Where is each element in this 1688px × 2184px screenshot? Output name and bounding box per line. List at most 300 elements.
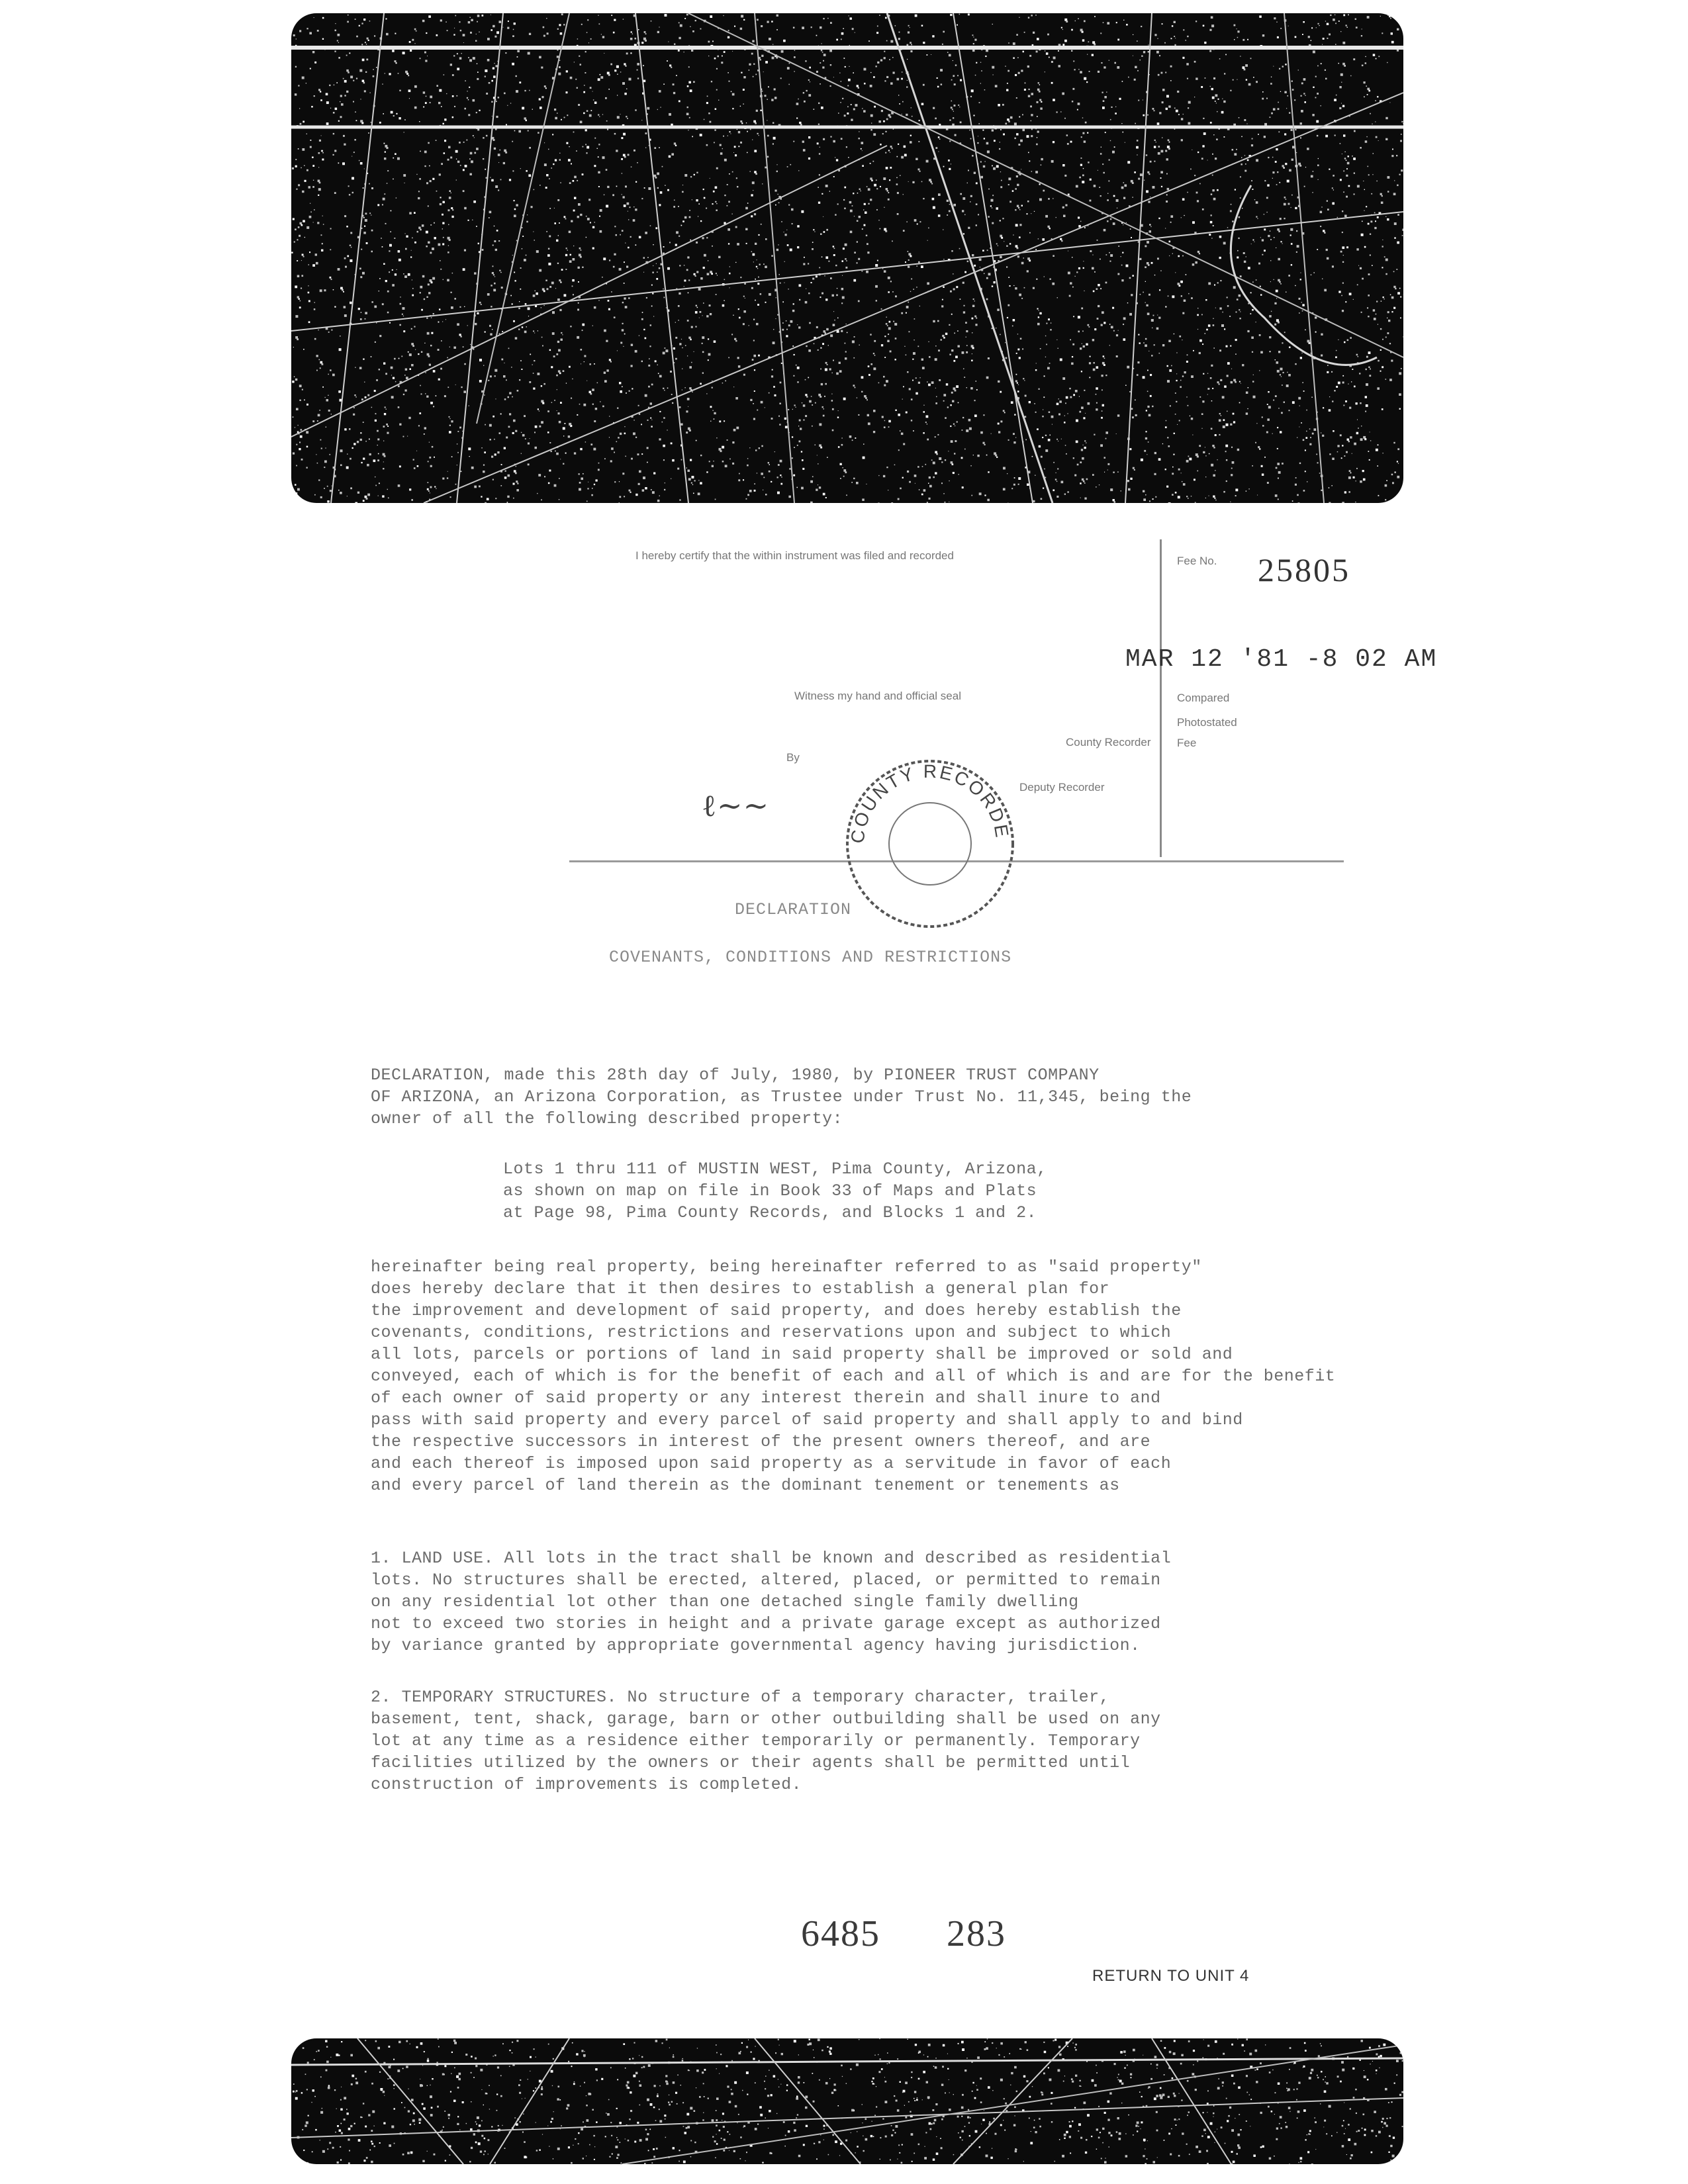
scan-speck [690, 240, 691, 241]
scan-speck [344, 80, 347, 83]
scan-speck [1025, 439, 1027, 441]
scan-speck [692, 391, 693, 392]
scan-speck [1068, 194, 1070, 196]
scan-speck [568, 159, 571, 161]
scan-speck [1064, 494, 1066, 495]
scan-speck [1099, 187, 1100, 188]
scan-speck [1243, 66, 1245, 69]
scan-speck [500, 272, 501, 273]
scan-speck [1335, 23, 1336, 24]
scan-speck [449, 191, 451, 192]
scan-speck [793, 475, 795, 477]
scan-speck [431, 332, 433, 334]
body-line: by variance granted by appropriate governmental agency having jurisdiction. [371, 1636, 1141, 1655]
scan-speck [494, 283, 496, 285]
scan-speck [987, 150, 990, 153]
scan-speck [363, 217, 365, 218]
scan-speck [962, 210, 964, 212]
scan-speck [1129, 448, 1131, 450]
scan-speck [716, 210, 718, 212]
scan-speck [457, 431, 459, 432]
scan-speck [1377, 465, 1378, 467]
scan-speck [614, 452, 615, 453]
scan-speck [577, 180, 578, 181]
scan-speck [1028, 152, 1029, 154]
scan-speck [447, 471, 448, 472]
scan-speck [1264, 228, 1266, 230]
scan-speck [1053, 255, 1055, 257]
scan-speck [1385, 259, 1388, 261]
scan-speck [321, 150, 323, 152]
scan-speck [382, 83, 383, 84]
scan-speck [1166, 420, 1167, 422]
scan-speck [374, 2146, 375, 2147]
scan-speck [1205, 299, 1207, 300]
scan-speck [367, 464, 369, 467]
scan-speck [335, 30, 337, 32]
scan-speck [1162, 89, 1165, 91]
scan-speck [1378, 140, 1379, 141]
scan-speck [806, 90, 807, 91]
scan-speck [1361, 234, 1364, 236]
scan-speck [637, 453, 639, 455]
scan-speck [927, 381, 928, 383]
scan-speck [1071, 363, 1074, 365]
scan-speck [617, 116, 620, 118]
scan-speck [457, 452, 459, 453]
scan-speck [403, 394, 404, 395]
scan-speck [1147, 114, 1149, 116]
scan-speck [1104, 2112, 1106, 2114]
scan-speck [895, 359, 896, 360]
scan-speck [867, 243, 868, 245]
scan-speck [1114, 146, 1115, 148]
scan-speck [365, 71, 367, 73]
scan-speck [1076, 271, 1078, 273]
scan-speck [823, 18, 824, 19]
scan-speck [740, 142, 742, 144]
scan-speck [743, 19, 745, 21]
scan-speck [1014, 138, 1016, 140]
scan-speck [928, 228, 929, 229]
scan-speck [898, 498, 900, 500]
scan-speck [522, 236, 524, 237]
scan-speck [1068, 272, 1070, 275]
scan-speck [1315, 316, 1317, 318]
scan-speck [369, 453, 371, 455]
scan-speck [1165, 72, 1166, 73]
scan-speck [680, 424, 682, 426]
scan-speck [586, 32, 588, 33]
scan-speck [992, 165, 993, 167]
scan-speck [1391, 2160, 1394, 2163]
scan-speck [557, 298, 560, 301]
scan-speck [895, 25, 896, 26]
scan-speck [657, 500, 660, 502]
scan-speck [1024, 380, 1025, 381]
scan-speck [757, 133, 759, 134]
scan-speck [426, 32, 427, 34]
scan-speck [641, 361, 643, 362]
scan-speck [414, 467, 416, 469]
scan-speck [1083, 267, 1084, 269]
scan-speck [528, 443, 530, 445]
scan-speck [455, 150, 458, 153]
scan-speck [555, 451, 556, 452]
scan-speck [1184, 371, 1186, 373]
scan-speck [1305, 2139, 1307, 2140]
scan-speck [931, 381, 934, 384]
scan-speck [751, 215, 753, 217]
scan-speck [1233, 379, 1236, 382]
scan-speck [574, 197, 576, 199]
scan-speck [665, 2137, 667, 2138]
scan-speck [496, 230, 498, 232]
scan-speck [695, 311, 698, 314]
scan-speck [1080, 461, 1082, 463]
scan-speck [616, 234, 618, 236]
scan-speck [327, 500, 329, 502]
scan-speck [293, 218, 295, 220]
scan-speck [968, 14, 970, 16]
scan-speck [808, 263, 809, 264]
scan-speck [624, 496, 625, 497]
scan-speck [393, 115, 395, 116]
scan-speck [971, 360, 973, 362]
scan-speck [987, 499, 990, 502]
scan-speck [1291, 264, 1292, 265]
scan-speck [468, 114, 470, 116]
scan-speck [534, 432, 536, 433]
scan-speck [948, 159, 950, 161]
scan-speck [1291, 159, 1293, 161]
scan-speck [629, 78, 632, 81]
scan-speck [933, 206, 935, 209]
scan-speck [787, 67, 790, 69]
scan-speck [608, 308, 610, 310]
scan-speck [1336, 386, 1338, 388]
scan-speck [494, 439, 495, 440]
scan-speck [563, 463, 564, 465]
scan-speck [1365, 56, 1366, 57]
scan-speck [761, 445, 763, 447]
scan-speck [893, 71, 895, 73]
scan-speck [847, 85, 849, 87]
scan-speck [873, 76, 875, 78]
scan-speck [964, 377, 965, 378]
scan-speck [757, 304, 759, 306]
scan-speck [1107, 470, 1108, 471]
scan-speck [1090, 179, 1092, 181]
scan-speck [754, 369, 755, 371]
scan-speck [1210, 377, 1212, 379]
scan-speck [465, 80, 466, 81]
scan-speck [971, 89, 974, 92]
scan-speck [1049, 279, 1051, 280]
scan-speck [409, 368, 411, 370]
scan-speck [1276, 319, 1279, 322]
scan-speck [338, 268, 340, 271]
scan-speck [689, 216, 691, 218]
scan-speck [906, 114, 908, 116]
scan-speck [300, 435, 303, 438]
scan-speck [885, 131, 886, 132]
scan-speck [1368, 367, 1370, 368]
scan-speck [685, 345, 686, 346]
scan-speck [1269, 336, 1271, 338]
scan-speck [395, 273, 397, 275]
top-scan-noise-band [291, 13, 1403, 503]
scan-speck [781, 50, 784, 53]
scan-speck [328, 374, 329, 375]
scan-speck [690, 176, 692, 177]
scan-speck [712, 203, 714, 205]
scan-speck [1128, 488, 1131, 491]
scan-speck [491, 101, 492, 103]
scan-speck [1341, 82, 1342, 83]
scan-speck [1178, 114, 1180, 115]
scan-speck [775, 190, 777, 192]
scan-speck [868, 188, 870, 191]
scan-speck [643, 272, 644, 273]
scan-speck [1303, 2109, 1306, 2112]
scan-speck [1084, 498, 1086, 500]
scan-speck [1092, 54, 1094, 56]
scan-speck [951, 392, 953, 394]
scan-speck [920, 377, 921, 378]
scan-speck [710, 313, 712, 315]
scan-speck [1296, 251, 1297, 253]
scan-speck [483, 465, 485, 466]
scan-speck [686, 410, 688, 412]
scan-speck [1305, 330, 1306, 331]
scan-speck [873, 367, 876, 370]
scan-speck [544, 163, 547, 166]
scan-speck [1137, 361, 1139, 363]
scan-speck [322, 387, 324, 388]
scan-speck [1103, 100, 1105, 102]
scan-speck [878, 502, 879, 503]
scan-speck [415, 349, 416, 350]
scan-speck [306, 431, 308, 433]
scan-speck [529, 381, 531, 383]
scan-speck [524, 415, 526, 417]
scan-speck [625, 185, 627, 187]
scan-speck [592, 91, 593, 92]
scan-speck [1018, 484, 1019, 485]
scan-speck [1035, 369, 1037, 371]
scan-speck [1072, 356, 1073, 357]
scan-speck [565, 423, 566, 424]
scan-speck [518, 130, 521, 133]
scan-speck [534, 240, 536, 241]
scan-speck [1067, 413, 1068, 414]
scan-speck [746, 498, 747, 500]
scan-speck [1101, 324, 1103, 326]
scan-speck [1044, 375, 1045, 377]
scan-speck [847, 113, 849, 114]
scan-speck [1113, 195, 1115, 197]
scan-speck [1049, 228, 1051, 229]
scan-speck [1181, 217, 1182, 218]
scan-speck [876, 209, 878, 210]
scan-speck [958, 345, 960, 347]
scan-speck [916, 265, 917, 267]
scan-speck [1007, 83, 1008, 84]
scan-speck [500, 414, 502, 415]
scan-speck [704, 2096, 705, 2097]
scan-speck [549, 286, 551, 288]
scan-speck [945, 417, 947, 419]
scan-speck [361, 398, 363, 400]
scan-speck [1154, 344, 1155, 345]
scan-speck [992, 285, 993, 287]
scan-speck [524, 259, 526, 261]
scan-speck [684, 280, 686, 282]
scan-speck [986, 277, 988, 279]
scan-speck [870, 199, 872, 201]
scan-speck [1011, 401, 1013, 404]
scan-speck [1053, 57, 1056, 60]
scan-speck [511, 367, 512, 368]
scan-speck [1260, 286, 1261, 287]
scan-speck [919, 221, 921, 222]
scan-speck [371, 122, 372, 123]
scan-speck [937, 86, 939, 88]
scan-speck [1003, 488, 1006, 490]
scan-speck [942, 335, 944, 337]
scan-speck [451, 420, 453, 422]
scan-speck [837, 203, 839, 205]
scan-speck [845, 343, 846, 344]
scan-speck [811, 396, 812, 397]
scan-speck [406, 377, 408, 379]
scan-speck [495, 498, 496, 499]
scan-speck [1139, 342, 1141, 343]
scan-speck [624, 261, 625, 263]
scan-speck [474, 137, 475, 138]
scan-speck [641, 2067, 643, 2068]
scan-speck [812, 426, 813, 427]
scan-speck [1303, 390, 1305, 392]
scan-speck [1098, 71, 1100, 73]
scan-speck [1153, 315, 1154, 316]
scan-speck [678, 50, 680, 52]
scan-speck [1147, 313, 1150, 316]
scan-speck [542, 402, 544, 404]
scan-speck [598, 78, 600, 81]
scan-speck [580, 256, 582, 258]
scan-speck [901, 78, 903, 80]
scan-speck [953, 424, 955, 425]
scan-speck [349, 194, 350, 195]
scan-speck [718, 256, 720, 258]
scan-speck [877, 26, 878, 27]
scan-speck [1171, 365, 1172, 367]
scan-speck [1145, 494, 1147, 496]
scan-speck [1180, 281, 1183, 283]
scan-speck [541, 499, 542, 500]
scan-speck [494, 276, 495, 277]
scan-speck [919, 171, 921, 172]
scan-speck [533, 330, 534, 332]
scan-speck [857, 85, 859, 87]
scan-speck [887, 340, 889, 342]
scan-speck [802, 26, 804, 29]
scan-speck [868, 365, 870, 367]
scan-speck [883, 475, 885, 477]
scan-speck [939, 138, 941, 140]
scan-speck [761, 224, 762, 225]
scan-speck [436, 191, 438, 192]
scan-speck [302, 191, 304, 193]
scan-speck [983, 414, 984, 416]
scan-speck [1311, 175, 1313, 178]
scan-speck [1188, 293, 1190, 295]
scan-speck [908, 31, 910, 33]
scan-speck [1094, 16, 1096, 17]
scan-speck [1024, 287, 1025, 289]
scan-speck [298, 184, 300, 186]
scan-speck [503, 162, 505, 164]
scan-speck [325, 447, 326, 448]
scan-speck [1154, 2056, 1157, 2058]
scan-speck [559, 279, 561, 281]
scan-speck [753, 64, 755, 65]
scan-speck [1399, 408, 1401, 410]
scan-speck [312, 157, 314, 159]
scan-speck [509, 413, 511, 415]
scan-speck [465, 165, 467, 167]
scan-speck [474, 272, 476, 274]
scan-speck [1060, 359, 1062, 361]
scan-speck [1017, 57, 1019, 58]
scan-speck [861, 142, 864, 144]
scan-speck [492, 245, 494, 246]
scan-speck [1362, 278, 1364, 280]
scan-speck [1083, 345, 1085, 347]
scan-speck [352, 447, 353, 449]
scan-speck [1186, 40, 1187, 41]
scan-speck [1104, 457, 1106, 459]
scan-speck [1247, 408, 1248, 409]
scan-speck [1154, 473, 1156, 475]
scan-speck [765, 494, 767, 496]
scan-speck [835, 265, 837, 266]
scan-speck [933, 462, 935, 465]
scan-speck [1280, 368, 1283, 371]
scan-speck [1034, 211, 1035, 212]
scan-speck [664, 297, 665, 298]
scan-speck [1168, 445, 1170, 447]
scan-speck [751, 2052, 752, 2053]
scan-speck [1123, 338, 1126, 341]
scan-speck [1341, 457, 1342, 459]
scan-speck [763, 263, 765, 265]
scan-speck [1278, 351, 1280, 353]
scan-speck [862, 498, 865, 501]
scan-speck [799, 122, 801, 124]
scan-speck [1160, 171, 1163, 174]
scan-speck [1278, 102, 1279, 103]
scan-speck [369, 439, 370, 440]
scan-speck [442, 478, 444, 480]
scan-speck [1234, 153, 1237, 156]
scan-speck [797, 225, 799, 227]
scan-speck [1237, 257, 1239, 259]
scan-speck [901, 156, 904, 159]
scan-speck [344, 306, 346, 308]
